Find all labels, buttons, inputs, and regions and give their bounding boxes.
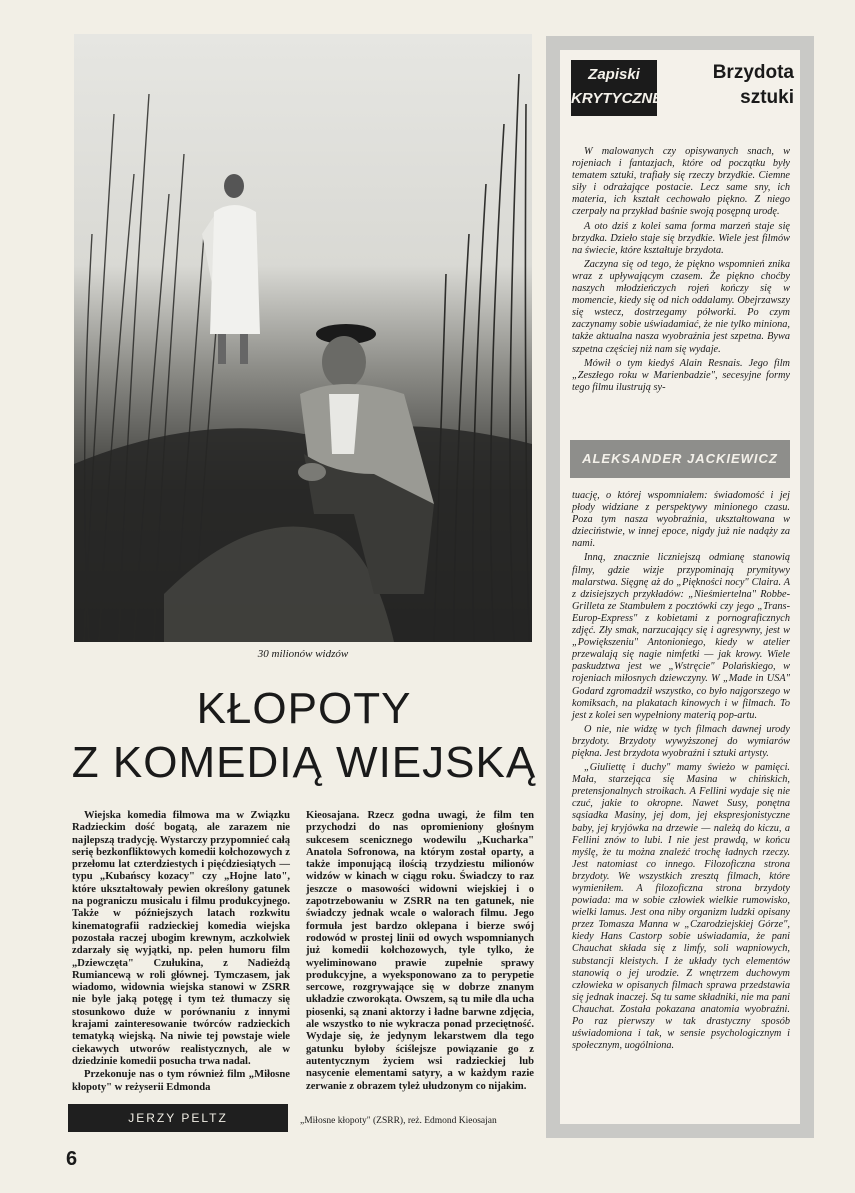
page-number: 6 xyxy=(66,1148,78,1170)
sidebar-author: ALEKSANDER JACKIEWICZ xyxy=(570,440,790,478)
article-paragraph: Przekonuje nas o tym również film „Miłosne kłopoty" w reżyserii Edmonda xyxy=(72,1069,290,1093)
film-still-photo xyxy=(74,34,532,642)
sidebar-paragraph: Inną, znacznie liczniejszą odmianę stanowią filmy, gdzie wizje przypominają prymitywy malarstwa. Sięgnę aż do „Piękności nocy" Claira. A z dzisiejszych przykładów: „Nieśmiertelna" Robbe-Grilleta ze Stambułem z pocztówki czy jego „Trans-Europ-Express" z kobietami z pornograficznych zdjęć. Zły smak, narzucający się i agresywny, jest w „Powiększeniu" Antonioniego, kiedy w atelier przewalają się nagie nimfetki — jak krowy. Wiele paskudztwa jest we „Wstręcie" Polańskiego, w rojeniach miłosnych dziewczyny. W „Made in USA" Godard zgromadził wszystko, co było najgorszego w komiksach, na plakatach kinowych i w filmach. To jest z kolei sen wypełniony materią pop-artu. xyxy=(572,552,790,721)
sidebar-text-top xyxy=(572,146,790,396)
badge-line-1: Zapiski xyxy=(588,66,640,83)
sidebar-paragraph: W malowanych czy opisywanych snach, w rojeniach i fantazjach, które od początku były tematem sztuki, trafiały się rzeczy brzydkie. Ciemne siły i odrażające postacie. Lecz same sny, ich materia, ich kształt cechowało piękno. Z niego czerpały na przykład baśnie swoją posępną urodę. xyxy=(572,146,790,218)
article-footnote: „Miłosne kłopoty" (ZSRR), reż. Edmond Kieosajan xyxy=(300,1116,497,1126)
article-column-2 xyxy=(306,810,534,1094)
article-paragraph: Wiejska komedia filmowa ma w Związku Radzieckim dość bogatą, ale zarazem nie najlepszą tradycję. Wystarczy przypomnieć całą serię bezkonfliktowych komedii kołchozowych z przełomu lat czterdziestych i pięćdziesiątych — typu „Kubańscy kozacy" czy „Hojne lato", które ukształtowały pewien określony gatunek na pograniczu musicalu i filmu produkcyjnego. Także w późniejszych latach rozkwitu kinematografii radzieckiej komedia wiejska pozostała raczej ubogim krewnym, aczkolwiek zdarzały się wyjątki, np. pełen humoru film „Dziewczęta" Czułukina, z Nadieżdą Rumiancewą w roli głównej. Tymczasem, jak wiadomo, widownia wiejska stanowi w ZSRR nie byle jaką potęgę i tym też tłumaczy się stosunkowo duże w porównaniu z innymi krajami zainteresowanie twórców radzieckich tematyką wiejską. Na niwie tej powstaje wiele ciekawych utworów realistycznych, ale w dziedzinie komedii posucha trwa nadal. xyxy=(72,810,290,1067)
sidebar-paragraph: Mówił o tym kiedyś Alain Resnais. Jego film „Zeszłego roku w Marienbadzie", secesyjne formy tego filmu ilustrują sy- xyxy=(572,357,790,393)
sidebar-paragraph: O nie, nie widzę w tych filmach dawnej urody brzydoty. Brzydoty wywyższonej do wymiarów piękna. Jest brzydota wyobraźni i sztuki artysty. xyxy=(572,723,790,759)
sidebar-title: Brzydota sztuki xyxy=(712,62,794,108)
sidebar-paragraph: tuację, o której wspomniałem: świadomość i jej płody widziane z perspektywy minionego czasu. Poza tym nasza wyobraźnia, ukształtowana w dzieciństwie, w innej epoce, nigdy już nie nadąży za nami. xyxy=(572,490,790,550)
article-paragraph: Kieosajana. Rzecz godna uwagi, że film ten przychodzi do nas opromieniony głośnym sukcesem scenicznego wodewilu „Kucharka" Anatola Sofronowa, na którym został oparty, a także imponującą ilością trzydziestu milionów widzów w kinach w ciągu roku. Świadczy to raz jeszcze o masowości widowni wiejskiej i o zapotrzebowaniu w ZSRR na ten gatunek, nie świadczy jednak wcale o walorach filmu. Jego formuła jest bardzo oklepana i bierze swój rodowód w prostej linii od owych wspomnianych już komedii kołchozowych, tyle tylko, że wyeliminowano prawie zupełnie sprawy produkcyjne, a wyeksponowano za to perypetie sercowe, rozgrywające się w dobrze znanym układzie czworokąta. Owszem, są tu miłe dla ucha piosenki, są znani aktorzy i ładne barwne zdjęcia, ale wszystko to nie wykracza ponad przeciętność. Wydaje się, że jedynym lekarstwem dla tego gatunku byłoby ściślejsze powiązanie go z autentycznym życiem wsi radzieckiej lub nasycenie elementami satyry, a w każdym razie zerwanie z obrazem tyleż ułudzonym co nijakim. xyxy=(306,810,534,1092)
sidebar-text-bottom xyxy=(572,490,790,1054)
photo-caption: 30 milionów widzów xyxy=(257,648,349,660)
sidebar-paragraph: „Giuliettę i duchy" mamy świeżo w pamięci. Mała, starzejąca się Masina w chińskich, pretensjonalnych stroikach. A Fellini wydaje się nie czuć, jakie to okropne. Nawet Susy, ponętna sąsiadka Masiny, jej dom, jej ekspresjonistyczne baby, jej kryjówka na drzewie — należą do kiczu, a Fellini znów to lubi. I nie jest prawdą, w końcu myślę, że tu można znaleźć trochę ładnych rzeczy. Jest natomiast co innego. Filozoficzna strona brzydoty. We wszystkich zresztą filmach, które wymieniłem. A filozoficzna strona brzydoty powiada: ma w sobie człowiek wielkie rumowisko, wielki lamus. Jest ona niby organizm ludzki opisany przez Tomasza Manna w „Czarodziejskiej Górze", kiedy Hans Castorp sobie uświadamia, że pani Chauchat składa się z limfy, soli wapniowych, substancji kleistych. I że układy tych elementów stanowią o jej urodzie. Z wnętrzem duchowym człowieka w opisanych filmach sprawa przedstawia się jednak inaczej. Są tu same składniki, nie ma pani Chauchat. Została pokazana anatomia wyobraźni. Po raz pierwszy w tak drastyczny sposób uświadomiona i tak, w sensie psychologicznym i społecznym, uogólniona. xyxy=(572,762,790,1052)
article-author: JERZY PELTZ xyxy=(68,1104,288,1132)
column-badge xyxy=(571,60,663,116)
sidebar-paragraph: A oto dziś z kolei sama forma marzeń staje się brzydka. Dzieło staje się brzydkie. Wiele jest filmów na świecie, które kształtuje brzydota. xyxy=(572,220,790,256)
badge-line-2: KRYTYCZNE xyxy=(571,90,663,107)
sidebar-paragraph: Zaczyna się od tego, że piękno wspomnień znika wraz z upływającym czasem. Że piękno choćby naszych młodzieńczych rojeń kończy się w momencie, kiedy się od nich oddalamy. Obejrzawszy się wstecz, dostrzegamy półworki. Po czym zaczynamy sobie uświadamiać, że nie tylko miniona, także aktualna nasza wyobraźnia jest szpetna. Bywa szpetna częściej niż nam się wydaje. xyxy=(572,258,790,355)
article-headline xyxy=(60,682,548,790)
article-column-1 xyxy=(72,810,290,1095)
headline-line-1: KŁOPOTY xyxy=(196,684,412,733)
headline-line-2: Z KOMEDIĄ WIEJSKĄ xyxy=(71,738,537,787)
